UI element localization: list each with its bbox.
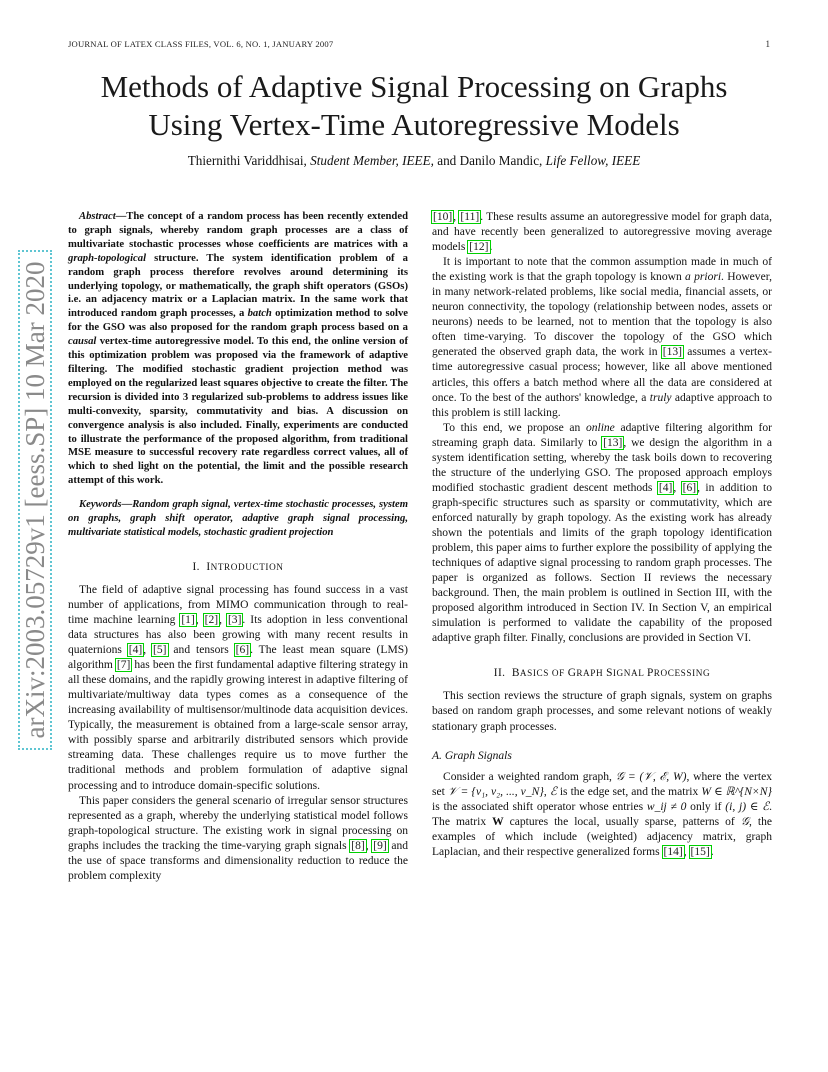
text: assumes a vertex-time autoregressive casual process; however, like all above mentioned articles, this offers a batch method where all the data are considered at once. To the best of the authors' knowledge, a [432,346,772,404]
citation-link[interactable]: [4] [128,644,143,657]
abstract-text: vertex-time autoregressive model. To this end, the online version of this optimization problem was proposed via the framework of adaptive filtering. The modified stochastic gradient projection method was employed on the regularized least squares objective to create the filter. The recursion is divided into 3 regularized sub-problems to address issues like multi-convexity, sparsity, commutativity and bias. A discussion on convergence analysis is also included. Finally, experiments are conducted to illustrate the performance of the proposed algorithm, from traditional MSE measure to successful recovery rate regardless correct values, all of which to shed light on the potential, the limit and the possible research attempt of this work. [68,336,408,487]
math-expression: (i, j) ∈ ℰ [725,800,770,813]
citation-link[interactable]: [3] [227,613,242,626]
text: It is important to note that the common assumption made in much of the existing work is that the graph topology is known [432,256,772,284]
math-expression: ℰ [549,785,557,798]
abstract-emphasis: graph-topological [68,252,147,264]
citation-link[interactable]: [1] [181,613,195,626]
text: , the examples of which include (weighted) adjacency matrix, graph Laplacian, and their respective generalized forms [432,815,773,858]
citation-link[interactable]: [11] [460,211,480,223]
citation-link[interactable]: [4] [658,481,673,494]
abstract-text: structure. The system identification problem of a random graph process therefore revolves around determining its underlying topology, or mathematically, the graph shift operators (GSOs) i.e. an adjacency matrix or a Laplacian matrix. In the same work that introduced random graph processes, a [68,252,408,320]
text: . These results assume an autoregressive model for graph data, and have recently been generalized to autoregressive moving average models [432,211,772,254]
text: captures the local, usually sparse, patterns of [503,815,741,828]
text: is the edge set, and the matrix [556,785,702,798]
right-column [432,210,772,860]
citation-link[interactable]: [13] [662,346,682,359]
section-heading-introduction [68,560,408,575]
section-title-cap: P [647,667,654,680]
math-expression: 𝒱 = {v₁, v₂, ..., v_N} [447,785,544,798]
emphasis: a priori [685,271,722,284]
citation-link[interactable]: [2] [204,613,219,626]
section-title-rest: ROCESSING [653,668,711,679]
page-number: 1 [765,39,770,49]
abstract-emphasis: causal [68,336,97,348]
intro-paragraph-3 [432,255,772,421]
text: , [543,785,550,798]
text: . However, in many network-related problems, like social media, financial assets, or neuron connectivity, the topology (relationship between nodes, assets or neurons) needs to be learned, not to mention that the topology is also often time-varying. To discover the topology of the GSO which generated the observed graph data, the work in [432,271,772,359]
abstract-text: optimization method to solve for the GSO was also proposed for the random graph process based on a [68,308,409,334]
author-line [40,153,788,169]
citation-link[interactable]: [15] [690,845,710,858]
section-title-cap: G [567,667,577,680]
arxiv-stamp[interactable]: arXiv:2003.05729v1 [eess.SP] 10 Mar 2020 [20,261,50,739]
left-column [68,210,408,884]
text: Consider a weighted random graph, [443,770,616,783]
section-number: II. [493,667,506,680]
math-expression: 𝒢 [740,815,750,828]
section-title-rest: NTRODUCTION [210,561,284,572]
basics-paragraph-1: This section reviews the structure of graph signals, system on graphs based on random graph processes, and some relevant notions of weakly stationary graph processes. [432,690,772,733]
citation-link[interactable]: [13] [603,436,623,449]
text: . Its adoption in less conventional data structures has also been growing with many recent results in quaternions [68,613,408,657]
text: To this end, we propose an [443,421,586,434]
basics-paragraph-2: Consider a weighted random graph, 𝒢 = (𝒱, ℰ, W), where the vertex set 𝒱 = {v₁, v₂, ..., v_N}, ℰ is the edge set, and the matrix W ∈ ℝ^{N×N} is the associated shift operator whose entries w_ij ≠ 0 only if (i, j) ∈ ℰ. The matrix W captures the local, usually sparse, patterns of 𝒢, the examples of which include (weighted) adjacency matrix, graph Laplacian, and their respective generalized forms [14], [15]. [432,770,773,858]
author-1-role: Student Member, IEEE, [310,153,434,168]
citation-link[interactable]: [5] [153,644,167,657]
author-2-role: Life Fellow, IEEE [545,153,641,168]
author-1: Thiernithi Variddhisai, [187,153,307,168]
subsection-heading-graph-signals: A. Graph Signals [432,749,512,762]
text: , in addition to graph-specific structures such as sparsity or commutativity, which are enforced naturally by graph topology. As the existing work has already shown the potentials and limits of the graph topology identification problem, this paper aims to further explore the possibility of applying the techniques of adaptive signal processing to random graph processes. The paper is organized as follows. Section II reviews the necessary background. Then, the main problem is outlined in Section III, with the proposed algorithm introduced in Section IV. In Section V, an empirical simulation is performed to validate the capability of the proposed adaptive graph filter. Finally, conclusions are provided in Section VI. [432,481,772,645]
text: and tensors [167,644,235,657]
text: has been the first fundamental adaptive filtering strategy in all these domains, and the rapidly growing interest in adaptive filtering of multivariate/multiway data types comes as a consequence of the increasing availability of multisensor/multinode data acquisition devices. Typically, the measurement is obtained from a large-scale sensor array, with possibly sparse and arbitrarily distributed sensors which provide streaming data. These challenges require us to move further the traditional methods and problem formulation of adaptive signal processing and to introduce domain-specific solutions. [68,659,408,792]
citation-link[interactable]: [6] [682,481,697,494]
running-head: JOURNAL OF LATEX CLASS FILES, VOL. 6, NO. 1, JANUARY 2007 [68,39,334,49]
text: , where the vertex set [432,770,772,798]
text: . The least mean square (LMS) algorithm [68,644,408,672]
section-title-cap: B [511,667,520,680]
citation-link[interactable]: [7] [116,659,131,672]
text: This paper considers the general scenario of irregular sensor structures represented as a graph, whereby the underlying statistical model follows graph-topological structure. The existing work in signal processing on graphs includes the tracking the time-varying graph signals [68,794,408,852]
text: The field of adaptive signal processing has found success in a vast number of applications, from MIMO communication through to real-time machine learning [68,583,408,626]
text: adaptive approach to this problem is still lacking. [432,391,772,419]
text: . [489,241,493,254]
section-title-rest: RAPH [576,668,607,679]
math-expression: 𝒢 = (𝒱, ℰ, W) [615,770,687,783]
paper-title [40,68,788,144]
citation-link[interactable]: [14] [663,845,683,858]
section-heading-basics [432,666,772,681]
section-title-cap: I [206,560,211,573]
citation-link[interactable]: [12] [469,241,489,254]
text: , we design the algorithm in a system identification setting, whereby the task boils down to recovering the structure of the underlying GSO. The proposed approach employs modified stochastic gradient descent methods [432,436,772,494]
math-expression: W [492,815,504,828]
abstract [68,210,408,488]
section-title-rest: IGNAL [612,668,648,679]
intro-paragraph-4: To this end, we propose an online adaptive filtering algorithm for streaming graph data. Similarly to [13], we design the algorithm in a system identification setting, whereby the task boils down to recovering the structure of the underlying GSO. The proposed approach employs modified stochastic gradient descent methods [4], [6], in addition to graph-specific structures such as sparsity or commutativity, which are enforced naturally by graph topology. As the existing work has already shown the potentials and limits of the graph topology identification problem, this paper aims to further explore the possibility of applying the techniques of adaptive signal processing to random graph processes. The paper is organized as follows. Section II reviews the necessary background. Then, the main problem is outlined in Section III, with the proposed algorithm introduced in Section IV. In Section V, an empirical simulation is performed to validate the capability of the proposed adaptive graph filter. Finally, conclusions are provided in Section VI. [432,421,772,645]
citation-link[interactable]: [6] [235,644,250,657]
text: is the associated shift operator whose entries [432,800,647,813]
author-and: and [433,153,460,168]
section-number: I. [192,560,200,573]
emphasis: online [585,421,615,434]
abstract-label: Abstract [79,211,116,222]
citation-link[interactable]: [10] [433,211,453,223]
section-title-cap: S [606,667,613,680]
math-expression: w_ij ≠ 0 [646,800,687,813]
text: adaptive filtering algorithm for streaming graph data. Similarly to [432,421,772,449]
intro-paragraph-2: This paper considers the general scenario of irregular sensor structures represented as a graph, whereby the underlying statistical model follows graph-topological structure. The existing work in signal processing on graphs includes the tracking the time-varying graph signals [8], [9] and the use of space transforms and dimensionality reduction to reduce the problem complexity [68,794,408,882]
section-title-rest: ASICS OF [519,668,568,679]
abstract-emphasis: batch [247,308,272,320]
author-2: Danilo Mandic, [459,153,543,168]
abstract-text: —The concept of a random process has been recently extended to graph signals, whereby random graph processes are a class of multivariate stochastic processes whose coefficients are matrices with a [68,211,408,250]
text: . The matrix [432,800,772,828]
citation-link[interactable]: [9] [373,839,387,852]
citation-link[interactable]: [8] [351,839,365,852]
intro-paragraph-2-cont: [10], [11]. These results assume an autoregressive model for graph data, and have recently been generalized to autoregressive moving average models [12]. [432,211,772,254]
intro-paragraph-1: The field of adaptive signal processing has found success in a vast number of applications, from MIMO communication through to real-time machine learning [1], [2], [3]. Its adoption in less conventional data structures has also been growing with many recent results in quaternions [4], [5] and tensors [6]. The least mean square (LMS) algorithm [7] has been the first fundamental adaptive filtering strategy in all these domains, and the rapidly growing interest in adaptive filtering of multivariate/multiway data types comes as a consequence of the increasing availability of multisensor/multinode data acquisition devices. Typically, the measurement is obtained from a large-scale sensor array, with possibly sparse and arbitrarily distributed sensors which provide streaming data. These challenges require us to move further the traditional methods and problem formulation of adaptive signal processing and to introduce domain-specific solutions. [68,583,408,792]
title-line-2: Using Vertex-Time Autoregressive Models [148,107,680,142]
math-expression: W ∈ ℝ^{N×N} [701,785,773,798]
text: and the use of space transforms and dimensionality reduction to reduce the problem complexity [68,839,408,882]
text: . [710,845,714,858]
keywords: Keywords—Random graph signal, vertex-time stochastic processes, system on graphs, graph shift operator, adaptive graph signal processing, multivariate statistical models, stochastic gradient projection [68,499,408,538]
title-line-1: Methods of Adaptive Signal Processing on Graphs [100,69,728,104]
emphasis: truly [649,391,672,404]
text: only if [686,800,726,813]
